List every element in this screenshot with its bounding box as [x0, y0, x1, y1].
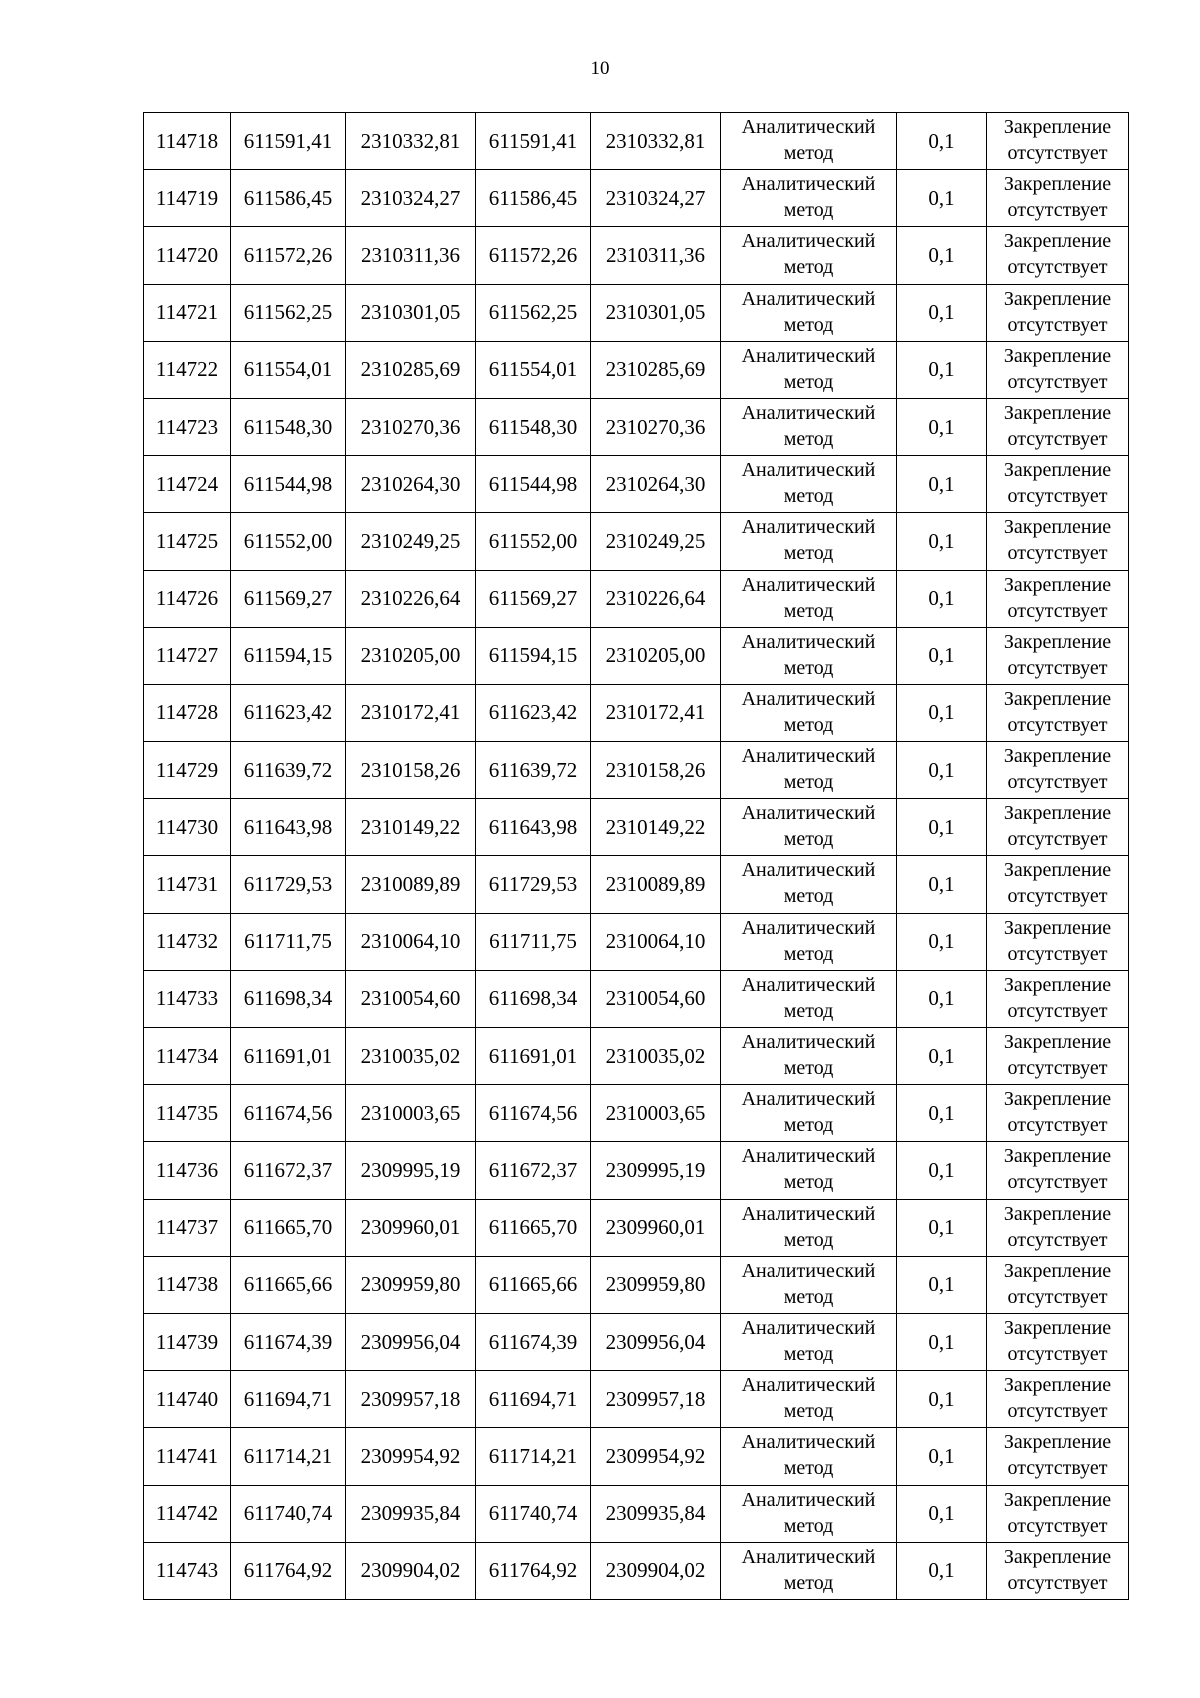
point-number-cell: 114725 — [144, 513, 231, 570]
accuracy-cell: 0,1 — [897, 913, 987, 970]
y-refined-cell: 2310285,69 — [591, 341, 721, 398]
x-existing-cell: 611711,75 — [231, 913, 346, 970]
table-row — [144, 1371, 1129, 1428]
table-row — [144, 284, 1129, 341]
point-number-cell: 114724 — [144, 456, 231, 513]
table-row — [144, 970, 1129, 1027]
x-refined-cell: 611729,53 — [476, 856, 591, 913]
method-cell: Аналитический метод — [721, 970, 897, 1027]
point-number-cell: 114727 — [144, 627, 231, 684]
method-cell: Аналитический метод — [721, 341, 897, 398]
table-row — [144, 742, 1129, 799]
table-row — [144, 1542, 1129, 1599]
y-existing-cell: 2310054,60 — [346, 970, 476, 1027]
accuracy-cell: 0,1 — [897, 1313, 987, 1370]
x-refined-cell: 611591,41 — [476, 113, 591, 170]
y-refined-cell: 2310311,36 — [591, 227, 721, 284]
y-existing-cell: 2310324,27 — [346, 170, 476, 227]
point-number-cell: 114719 — [144, 170, 231, 227]
coordinates-table — [143, 112, 1129, 1600]
accuracy-cell: 0,1 — [897, 284, 987, 341]
y-existing-cell: 2310003,65 — [346, 1085, 476, 1142]
fixing-cell: Закрепление отсутствует — [987, 170, 1129, 227]
y-refined-cell: 2310064,10 — [591, 913, 721, 970]
fixing-cell: Закрепление отсутствует — [987, 513, 1129, 570]
x-existing-cell: 611643,98 — [231, 799, 346, 856]
fixing-cell: Закрепление отсутствует — [987, 913, 1129, 970]
method-cell: Аналитический метод — [721, 627, 897, 684]
x-existing-cell: 611691,01 — [231, 1028, 346, 1085]
x-existing-cell: 611572,26 — [231, 227, 346, 284]
y-refined-cell: 2310332,81 — [591, 113, 721, 170]
fixing-cell: Закрепление отсутствует — [987, 570, 1129, 627]
accuracy-cell: 0,1 — [897, 1199, 987, 1256]
point-number-cell: 114736 — [144, 1142, 231, 1199]
y-refined-cell: 2309960,01 — [591, 1199, 721, 1256]
x-refined-cell: 611562,25 — [476, 284, 591, 341]
fixing-cell: Закрепление отсутствует — [987, 456, 1129, 513]
accuracy-cell: 0,1 — [897, 799, 987, 856]
x-refined-cell: 611623,42 — [476, 684, 591, 741]
x-refined-cell: 611672,37 — [476, 1142, 591, 1199]
y-refined-cell: 2310158,26 — [591, 742, 721, 799]
point-number-cell: 114740 — [144, 1371, 231, 1428]
method-cell: Аналитический метод — [721, 1313, 897, 1370]
point-number-cell: 114735 — [144, 1085, 231, 1142]
x-existing-cell: 611665,70 — [231, 1199, 346, 1256]
y-existing-cell: 2309904,02 — [346, 1542, 476, 1599]
table-row — [144, 1142, 1129, 1199]
x-existing-cell: 611729,53 — [231, 856, 346, 913]
y-refined-cell: 2309904,02 — [591, 1542, 721, 1599]
x-refined-cell: 611714,21 — [476, 1428, 591, 1485]
y-existing-cell: 2310332,81 — [346, 113, 476, 170]
accuracy-cell: 0,1 — [897, 1542, 987, 1599]
y-existing-cell: 2309957,18 — [346, 1371, 476, 1428]
point-number-cell: 114730 — [144, 799, 231, 856]
method-cell: Аналитический метод — [721, 742, 897, 799]
y-refined-cell: 2310089,89 — [591, 856, 721, 913]
x-existing-cell: 611672,37 — [231, 1142, 346, 1199]
table-row — [144, 1085, 1129, 1142]
y-existing-cell: 2309960,01 — [346, 1199, 476, 1256]
accuracy-cell: 0,1 — [897, 1485, 987, 1542]
x-refined-cell: 611740,74 — [476, 1485, 591, 1542]
method-cell: Аналитический метод — [721, 799, 897, 856]
x-refined-cell: 611643,98 — [476, 799, 591, 856]
fixing-cell: Закрепление отсутствует — [987, 1371, 1129, 1428]
x-refined-cell: 611665,70 — [476, 1199, 591, 1256]
fixing-cell: Закрепление отсутствует — [987, 1542, 1129, 1599]
table-row — [144, 1428, 1129, 1485]
table-row — [144, 456, 1129, 513]
y-refined-cell: 2309995,19 — [591, 1142, 721, 1199]
y-existing-cell: 2309959,80 — [346, 1256, 476, 1313]
point-number-cell: 114739 — [144, 1313, 231, 1370]
x-existing-cell: 611694,71 — [231, 1371, 346, 1428]
x-refined-cell: 611569,27 — [476, 570, 591, 627]
method-cell: Аналитический метод — [721, 284, 897, 341]
x-existing-cell: 611764,92 — [231, 1542, 346, 1599]
point-number-cell: 114741 — [144, 1428, 231, 1485]
y-refined-cell: 2310301,05 — [591, 284, 721, 341]
x-refined-cell: 611554,01 — [476, 341, 591, 398]
method-cell: Аналитический метод — [721, 456, 897, 513]
y-existing-cell: 2310064,10 — [346, 913, 476, 970]
x-existing-cell: 611714,21 — [231, 1428, 346, 1485]
table-row — [144, 341, 1129, 398]
fixing-cell: Закрепление отсутствует — [987, 742, 1129, 799]
fixing-cell: Закрепление отсутствует — [987, 970, 1129, 1027]
x-existing-cell: 611554,01 — [231, 341, 346, 398]
accuracy-cell: 0,1 — [897, 456, 987, 513]
y-refined-cell: 2310003,65 — [591, 1085, 721, 1142]
point-number-cell: 114720 — [144, 227, 231, 284]
y-existing-cell: 2309956,04 — [346, 1313, 476, 1370]
method-cell: Аналитический метод — [721, 913, 897, 970]
fixing-cell: Закрепление отсутствует — [987, 856, 1129, 913]
x-refined-cell: 611674,56 — [476, 1085, 591, 1142]
x-refined-cell: 611544,98 — [476, 456, 591, 513]
table-row — [144, 398, 1129, 455]
x-existing-cell: 611552,00 — [231, 513, 346, 570]
y-existing-cell: 2310158,26 — [346, 742, 476, 799]
y-refined-cell: 2309935,84 — [591, 1485, 721, 1542]
method-cell: Аналитический метод — [721, 170, 897, 227]
y-existing-cell: 2310089,89 — [346, 856, 476, 913]
accuracy-cell: 0,1 — [897, 170, 987, 227]
table-row — [144, 570, 1129, 627]
table-row — [144, 1199, 1129, 1256]
x-existing-cell: 611594,15 — [231, 627, 346, 684]
table-row — [144, 627, 1129, 684]
x-refined-cell: 611639,72 — [476, 742, 591, 799]
x-existing-cell: 611698,34 — [231, 970, 346, 1027]
fixing-cell: Закрепление отсутствует — [987, 1142, 1129, 1199]
x-refined-cell: 611548,30 — [476, 398, 591, 455]
method-cell: Аналитический метод — [721, 1371, 897, 1428]
page-number: 10 — [590, 58, 610, 79]
method-cell: Аналитический метод — [721, 1199, 897, 1256]
y-refined-cell: 2310149,22 — [591, 799, 721, 856]
x-existing-cell: 611591,41 — [231, 113, 346, 170]
fixing-cell: Закрепление отсутствует — [987, 1313, 1129, 1370]
fixing-cell: Закрепление отсутствует — [987, 341, 1129, 398]
point-number-cell: 114726 — [144, 570, 231, 627]
accuracy-cell: 0,1 — [897, 513, 987, 570]
x-existing-cell: 611665,66 — [231, 1256, 346, 1313]
accuracy-cell: 0,1 — [897, 1256, 987, 1313]
accuracy-cell: 0,1 — [897, 1428, 987, 1485]
x-existing-cell: 611740,74 — [231, 1485, 346, 1542]
x-existing-cell: 611544,98 — [231, 456, 346, 513]
y-existing-cell: 2310311,36 — [346, 227, 476, 284]
accuracy-cell: 0,1 — [897, 856, 987, 913]
x-refined-cell: 611552,00 — [476, 513, 591, 570]
x-existing-cell: 611569,27 — [231, 570, 346, 627]
y-existing-cell: 2310035,02 — [346, 1028, 476, 1085]
y-existing-cell: 2310149,22 — [346, 799, 476, 856]
x-refined-cell: 611711,75 — [476, 913, 591, 970]
method-cell: Аналитический метод — [721, 1542, 897, 1599]
method-cell: Аналитический метод — [721, 1485, 897, 1542]
y-existing-cell: 2310301,05 — [346, 284, 476, 341]
y-existing-cell: 2310285,69 — [346, 341, 476, 398]
fixing-cell: Закрепление отсутствует — [987, 799, 1129, 856]
method-cell: Аналитический метод — [721, 1142, 897, 1199]
y-refined-cell: 2310205,00 — [591, 627, 721, 684]
fixing-cell: Закрепление отсутствует — [987, 284, 1129, 341]
x-refined-cell: 611694,71 — [476, 1371, 591, 1428]
fixing-cell: Закрепление отсутствует — [987, 1199, 1129, 1256]
y-existing-cell: 2309935,84 — [346, 1485, 476, 1542]
point-number-cell: 114728 — [144, 684, 231, 741]
table-row — [144, 913, 1129, 970]
point-number-cell: 114733 — [144, 970, 231, 1027]
table-row — [144, 1485, 1129, 1542]
x-existing-cell: 611586,45 — [231, 170, 346, 227]
point-number-cell: 114738 — [144, 1256, 231, 1313]
point-number-cell: 114729 — [144, 742, 231, 799]
point-number-cell: 114737 — [144, 1199, 231, 1256]
point-number-cell: 114723 — [144, 398, 231, 455]
x-existing-cell: 611623,42 — [231, 684, 346, 741]
point-number-cell: 114734 — [144, 1028, 231, 1085]
table-row — [144, 799, 1129, 856]
fixing-cell: Закрепление отсутствует — [987, 398, 1129, 455]
y-existing-cell: 2310264,30 — [346, 456, 476, 513]
point-number-cell: 114731 — [144, 856, 231, 913]
point-number-cell: 114743 — [144, 1542, 231, 1599]
y-refined-cell: 2310264,30 — [591, 456, 721, 513]
x-refined-cell: 611674,39 — [476, 1313, 591, 1370]
method-cell: Аналитический метод — [721, 856, 897, 913]
method-cell: Аналитический метод — [721, 684, 897, 741]
y-refined-cell: 2310324,27 — [591, 170, 721, 227]
method-cell: Аналитический метод — [721, 398, 897, 455]
point-number-cell: 114718 — [144, 113, 231, 170]
fixing-cell: Закрепление отсутствует — [987, 1085, 1129, 1142]
y-existing-cell: 2310205,00 — [346, 627, 476, 684]
accuracy-cell: 0,1 — [897, 113, 987, 170]
x-refined-cell: 611572,26 — [476, 227, 591, 284]
accuracy-cell: 0,1 — [897, 1085, 987, 1142]
y-refined-cell: 2309959,80 — [591, 1256, 721, 1313]
y-existing-cell: 2309954,92 — [346, 1428, 476, 1485]
accuracy-cell: 0,1 — [897, 742, 987, 799]
fixing-cell: Закрепление отсутствует — [987, 1485, 1129, 1542]
x-refined-cell: 611691,01 — [476, 1028, 591, 1085]
table-row — [144, 856, 1129, 913]
fixing-cell: Закрепление отсутствует — [987, 627, 1129, 684]
method-cell: Аналитический метод — [721, 570, 897, 627]
accuracy-cell: 0,1 — [897, 1028, 987, 1085]
method-cell: Аналитический метод — [721, 513, 897, 570]
table-row — [144, 1256, 1129, 1313]
table-row — [144, 227, 1129, 284]
table-row — [144, 170, 1129, 227]
accuracy-cell: 0,1 — [897, 570, 987, 627]
x-existing-cell: 611562,25 — [231, 284, 346, 341]
method-cell: Аналитический метод — [721, 227, 897, 284]
y-existing-cell: 2310270,36 — [346, 398, 476, 455]
y-refined-cell: 2310270,36 — [591, 398, 721, 455]
x-existing-cell: 611639,72 — [231, 742, 346, 799]
fixing-cell: Закрепление отсутствует — [987, 227, 1129, 284]
fixing-cell: Закрепление отсутствует — [987, 684, 1129, 741]
table-row — [144, 1313, 1129, 1370]
accuracy-cell: 0,1 — [897, 341, 987, 398]
accuracy-cell: 0,1 — [897, 970, 987, 1027]
method-cell: Аналитический метод — [721, 1428, 897, 1485]
y-refined-cell: 2309954,92 — [591, 1428, 721, 1485]
accuracy-cell: 0,1 — [897, 1142, 987, 1199]
point-number-cell: 114742 — [144, 1485, 231, 1542]
fixing-cell: Закрепление отсутствует — [987, 1256, 1129, 1313]
y-existing-cell: 2310172,41 — [346, 684, 476, 741]
fixing-cell: Закрепление отсутствует — [987, 1428, 1129, 1485]
x-existing-cell: 611548,30 — [231, 398, 346, 455]
y-refined-cell: 2309956,04 — [591, 1313, 721, 1370]
table-row — [144, 113, 1129, 170]
table-row — [144, 684, 1129, 741]
fixing-cell: Закрепление отсутствует — [987, 1028, 1129, 1085]
y-refined-cell: 2310035,02 — [591, 1028, 721, 1085]
accuracy-cell: 0,1 — [897, 684, 987, 741]
x-refined-cell: 611594,15 — [476, 627, 591, 684]
y-refined-cell: 2310172,41 — [591, 684, 721, 741]
point-number-cell: 114722 — [144, 341, 231, 398]
y-refined-cell: 2310054,60 — [591, 970, 721, 1027]
y-refined-cell: 2310249,25 — [591, 513, 721, 570]
accuracy-cell: 0,1 — [897, 227, 987, 284]
method-cell: Аналитический метод — [721, 1085, 897, 1142]
accuracy-cell: 0,1 — [897, 627, 987, 684]
x-refined-cell: 611698,34 — [476, 970, 591, 1027]
fixing-cell: Закрепление отсутствует — [987, 113, 1129, 170]
y-refined-cell: 2310226,64 — [591, 570, 721, 627]
y-existing-cell: 2310249,25 — [346, 513, 476, 570]
x-existing-cell: 611674,56 — [231, 1085, 346, 1142]
table-row — [144, 513, 1129, 570]
y-existing-cell: 2309995,19 — [346, 1142, 476, 1199]
x-refined-cell: 611665,66 — [476, 1256, 591, 1313]
method-cell: Аналитический метод — [721, 1028, 897, 1085]
y-existing-cell: 2310226,64 — [346, 570, 476, 627]
accuracy-cell: 0,1 — [897, 1371, 987, 1428]
point-number-cell: 114721 — [144, 284, 231, 341]
y-refined-cell: 2309957,18 — [591, 1371, 721, 1428]
x-refined-cell: 611586,45 — [476, 170, 591, 227]
x-refined-cell: 611764,92 — [476, 1542, 591, 1599]
accuracy-cell: 0,1 — [897, 398, 987, 455]
method-cell: Аналитический метод — [721, 1256, 897, 1313]
method-cell: Аналитический метод — [721, 113, 897, 170]
point-number-cell: 114732 — [144, 913, 231, 970]
x-existing-cell: 611674,39 — [231, 1313, 346, 1370]
table-row — [144, 1028, 1129, 1085]
